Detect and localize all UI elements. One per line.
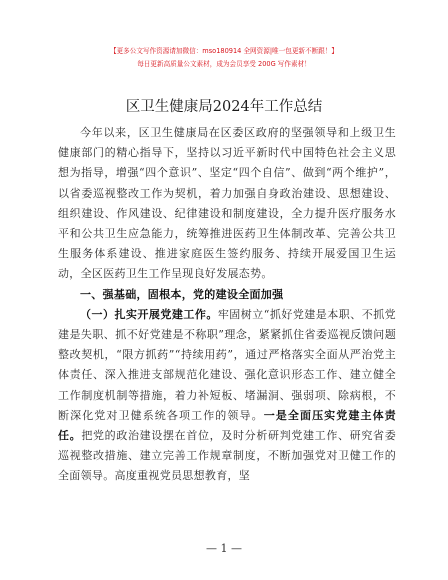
promo-banner-line-2: 每日更新高质量公文素材，成为会员享受 200G 写作素材！: [137, 60, 311, 68]
section-heading: 一、强基础，固根本，党的建设全面加强: [80, 287, 284, 301]
subsection-heading: （一）扎实开展党建工作。: [80, 307, 218, 321]
intro-paragraph: 今年以来，区卫生健康局在区委区政府的坚强领导和上级卫生健康部门的精心指导下，坚持以习近平新时代中国特色社会主义思想为指导，增强“四个意识”、坚定“四个自信”、做到“两个维护”，以省委巡视整改工作为契机，着力加强自身政治建设、思想建设、组织建设、作风建设、纪律建设和制度建设，全力提升医疗服务水平和公共卫生应急能力，统筹推进医药卫生体制改革、完善公共卫生服务体系建设、推进家庭医生签约服务、持续开展爱国卫生运动，全区医药卫生工作呈现良好发展态势。: [58, 126, 396, 281]
subsection-paragraph: [58, 305, 396, 487]
promo-banner-line-1: 【更多公文写作资源请加微信：mso180914 全网资源|唯一包更新不断跟！】: [109, 47, 338, 55]
document-body: [58, 123, 396, 487]
point-text: 把党的政治建设摆在首位，及时分析研判党建工作、研究省委巡视整改措施、建立完善工作规章制度，不断加强党对卫健工作的全面领导。高度重视党员思想教育，坚: [58, 429, 396, 483]
point-heading: 一是全面压实党建主体责任。: [58, 408, 396, 443]
document-title: 区卫生健康局2024年工作总结: [125, 99, 323, 115]
subsection-text: 牢固树立“抓好党建是本职、不抓党建是失职、抓不好党建是不称职”理念，紧紧抓住省委巡视反馈问题整改契机，“限方抓药”“持续用药”，通过严格落实全面从严治党主体责任、深入推进支部规范化建设、强化意识形态工作、建立健全工作制度机制等措施，着力补短板、堵漏洞、强弱项、除病根，不断深化党对卫健系统各项工作的领导。: [58, 307, 396, 422]
page-number: — 1 —: [206, 542, 242, 555]
